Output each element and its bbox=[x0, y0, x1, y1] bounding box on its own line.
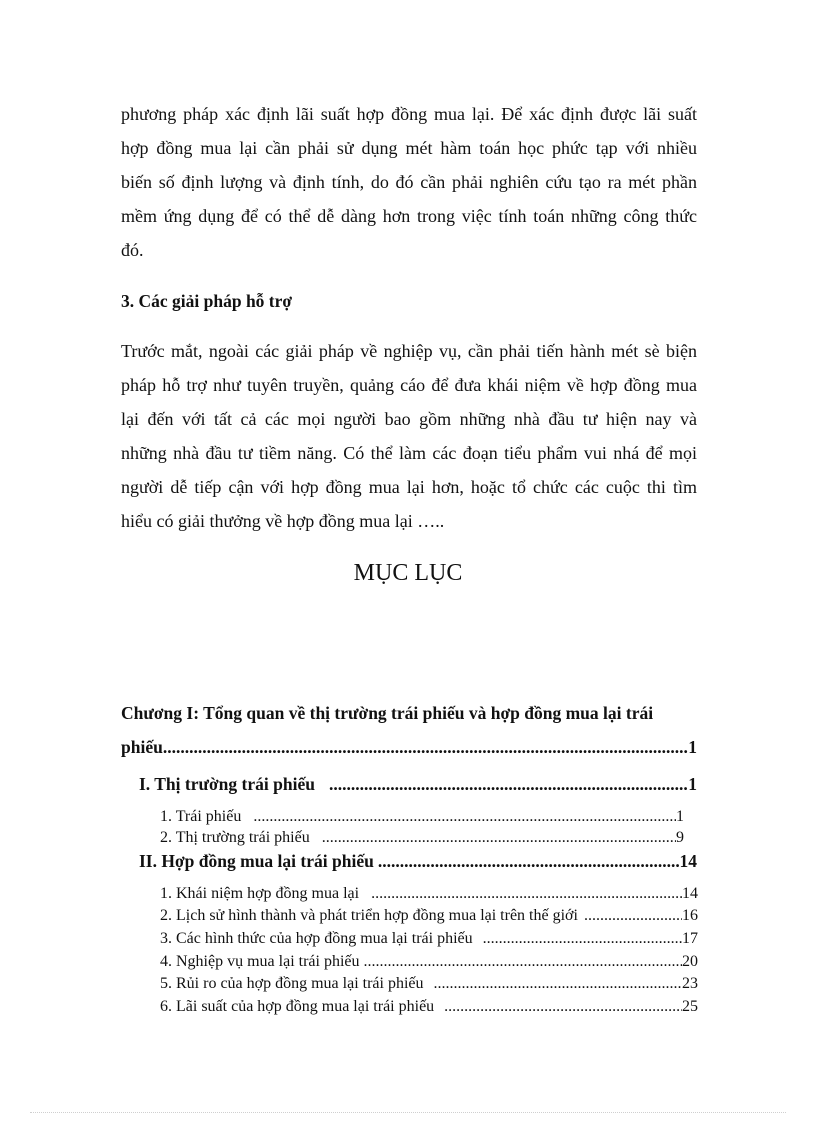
toc-entry-label: 6. Lãi suất của hợp đồng mua lại trái phiếu bbox=[160, 998, 435, 1015]
toc-entry-subsection[interactable] bbox=[160, 953, 698, 971]
toc-entry-subsection[interactable] bbox=[160, 907, 698, 925]
toc-leader-dots bbox=[163, 737, 688, 758]
toc-leader-dots bbox=[483, 930, 682, 948]
paragraph-line: mềm ứng dụng để có thể dễ dàng hơn trong việc tính toán những công thức bbox=[121, 206, 697, 226]
toc-title: MỤC LỤC bbox=[353, 560, 463, 586]
toc-entry-subsection[interactable] bbox=[160, 885, 698, 903]
toc-chapter-title: Chương I: Tổng quan về thị trường trái phiếu và hợp đồng mua lại trái bbox=[121, 703, 654, 723]
paragraph-line: hợp đồng mua lại cần phải sử dụng mét hàm toán học phức tạp với nhiều bbox=[121, 138, 697, 158]
toc-entry-label: 2. Thị trường trái phiếu bbox=[160, 829, 310, 846]
toc-page-number: 1 bbox=[688, 737, 697, 757]
paragraph-line: hiểu có giải thưởng về hợp đồng mua lại ….. bbox=[121, 511, 445, 531]
toc-leader-dots bbox=[371, 885, 682, 903]
toc-entry-label: 4. Nghiệp vụ mua lại trái phiếu bbox=[160, 953, 360, 970]
toc-entry-label: II. Hợp đồng mua lại trái phiếu bbox=[139, 851, 374, 871]
toc-entry-label: phiếu bbox=[121, 737, 163, 757]
toc-leader-dots bbox=[322, 829, 676, 847]
toc-entry-section[interactable] bbox=[139, 851, 697, 872]
section-heading: 3. Các giải pháp hỗ trợ bbox=[121, 291, 293, 311]
toc-entry-subsection[interactable] bbox=[160, 808, 684, 826]
toc-leader-dots bbox=[364, 953, 682, 971]
toc-leader-dots bbox=[253, 808, 676, 826]
section-paragraph bbox=[121, 334, 697, 538]
toc-leader-dots bbox=[378, 851, 680, 872]
toc-page-number: 14 bbox=[682, 885, 698, 902]
toc-entry-chapter[interactable] bbox=[121, 737, 697, 758]
toc-entry-subsection[interactable] bbox=[160, 930, 698, 948]
toc-page-number: 9 bbox=[676, 829, 684, 846]
paragraph-line: những nhà đầu tư tiềm năng. Có thể làm các đoạn tiểu phẩm vui nhá để mọi bbox=[121, 443, 697, 463]
page-bottom-border bbox=[30, 1112, 786, 1113]
toc-leader-dots bbox=[444, 998, 682, 1016]
toc-page-number: 25 bbox=[682, 998, 698, 1015]
toc-entry-label: I. Thị trường trái phiếu bbox=[139, 774, 315, 794]
toc-entry-label: 5. Rủi ro của hợp đồng mua lại trái phiếu bbox=[160, 975, 424, 992]
toc-page-number: 23 bbox=[682, 975, 698, 992]
paragraph-line: Trước mắt, ngoài các giải pháp về nghiệp vụ, cần phải tiến hành mét sè biện bbox=[121, 341, 697, 361]
toc-entry-section[interactable] bbox=[139, 774, 697, 795]
toc-page-number: 16 bbox=[682, 907, 698, 924]
paragraph-line: lại đến với tất cả các mọi người bao gồm những nhà đầu tư hiện nay và bbox=[121, 409, 697, 429]
toc-page-number: 14 bbox=[679, 851, 697, 871]
toc-entry-label: 3. Các hình thức của hợp đồng mua lại trái phiếu bbox=[160, 930, 473, 947]
toc-entry-label: 2. Lịch sử hình thành và phát triển hợp đồng mua lại trên thế giới bbox=[160, 907, 578, 924]
paragraph-line: pháp hỗ trợ như tuyên truyền, quảng cáo để đưa khái niệm về hợp đồng mua bbox=[121, 375, 697, 395]
intro-paragraph bbox=[121, 97, 697, 267]
toc-entry-subsection[interactable] bbox=[160, 998, 698, 1016]
paragraph-line: biến số định lượng và định tính, do đó cần phải nghiên cứu tạo ra mét phần bbox=[121, 172, 697, 192]
toc-leader-dots bbox=[329, 774, 688, 795]
toc-page-number: 17 bbox=[682, 930, 698, 947]
toc-entry-label: 1. Trái phiếu bbox=[160, 808, 242, 825]
toc-leader-dots bbox=[584, 907, 682, 925]
toc-page-number: 1 bbox=[688, 774, 697, 794]
toc-page-number: 20 bbox=[682, 953, 698, 970]
toc-leader-dots bbox=[434, 975, 682, 993]
toc-page-number: 1 bbox=[676, 808, 684, 825]
toc-entry-label: 1. Khái niệm hợp đồng mua lại bbox=[160, 885, 360, 902]
paragraph-line: phương pháp xác định lãi suất hợp đồng mua lại. Để xác định được lãi suất bbox=[121, 104, 697, 124]
paragraph-line: người dễ tiếp cận với hợp đồng mua lại hơn, hoặc tổ chức các cuộc thi tìm bbox=[121, 477, 697, 497]
paragraph-line: đó. bbox=[121, 240, 144, 260]
toc-entry-subsection[interactable] bbox=[160, 975, 698, 993]
toc-entry-subsection[interactable] bbox=[160, 829, 684, 847]
